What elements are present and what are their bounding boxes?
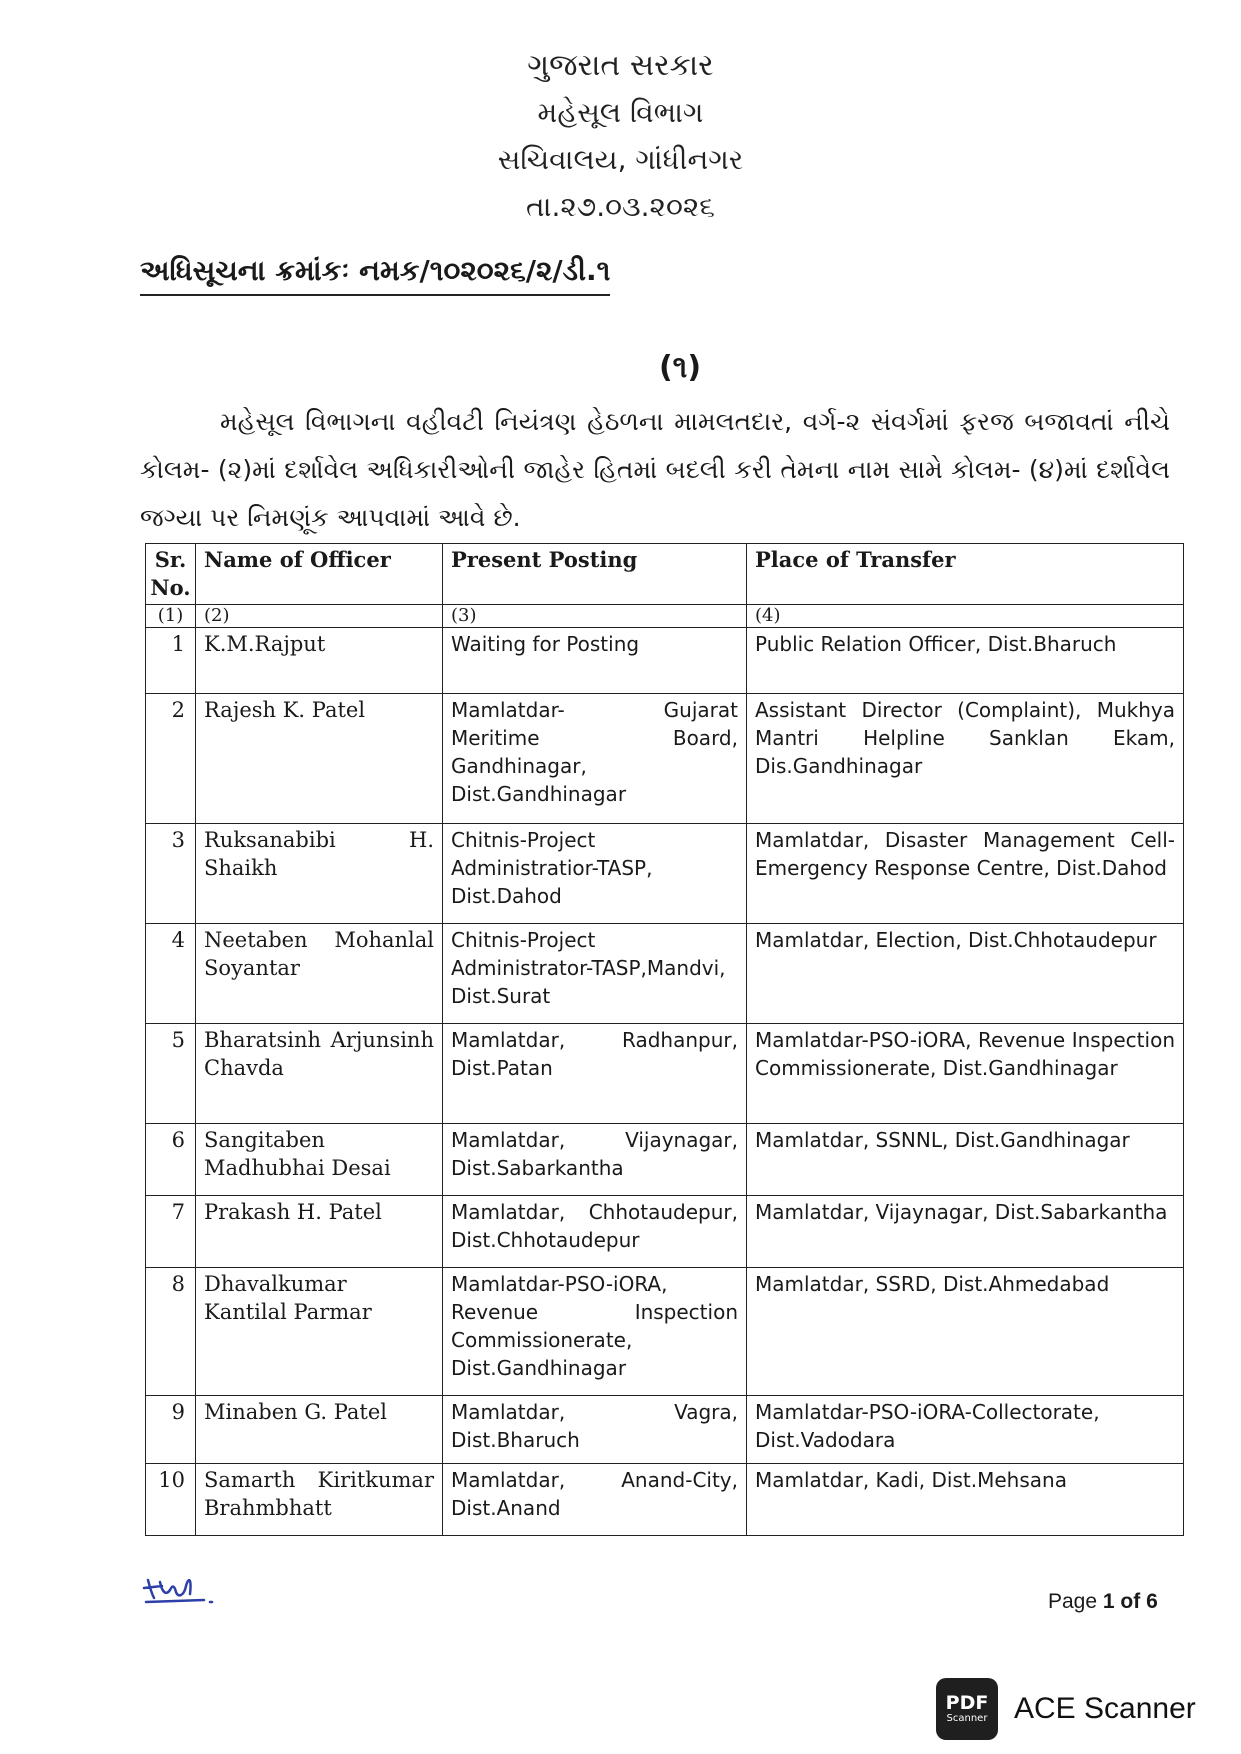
row-place-of-transfer: Mamlatdar, Vijaynagar, Dist.Sabarkantha xyxy=(747,1196,1184,1268)
page-total: 6 xyxy=(1146,1590,1158,1613)
table-row xyxy=(146,694,1184,824)
department-title: મહેસૂલ વિભાગ xyxy=(537,96,704,129)
initials-signature xyxy=(140,1568,230,1608)
office-location: સચિવાલય, ગાંધીનગર xyxy=(497,143,744,176)
row-sr: 6 xyxy=(146,1124,196,1196)
row-officer-name: Bharatsinh Arjunsinh Chavda xyxy=(196,1024,443,1124)
row-place-of-transfer: Mamlatdar-PSO-iORA-Collectorate, Dist.Vadodara xyxy=(747,1396,1184,1464)
row-sr: 4 xyxy=(146,924,196,1024)
row-place-of-transfer: Mamlatdar-PSO-iORA, Revenue Inspection Commissionerate, Dist.Gandhinagar xyxy=(747,1024,1184,1124)
row-place-of-transfer: Mamlatdar, SSRD, Dist.Ahmedabad xyxy=(747,1268,1184,1396)
row-sr: 8 xyxy=(146,1268,196,1396)
order-paragraph-text: મહેસૂલ વિભાગના વહીવટી નિયંત્રણ હેઠળના મામલતદાર, વર્ગ-૨ સંવર્ગમાં ફરજ બજાવતાં નીચે કોલમ- (૨)માં દર્શાવેલ અધિકારીઓની જાહેર હિતમાં બદલી કરી તેમના નામ સામે કોલમ- (૪)માં દર્શાવેલ જગ્યા પર નિમણૂંક આપવામાં આવે છે. xyxy=(140,407,1170,532)
header-sr-no: Sr. No. xyxy=(146,544,196,605)
index-col-2: (2) xyxy=(196,605,443,628)
row-place-of-transfer: Mamlatdar, Disaster Management Cell-Emergency Response Centre, Dist.Dahod xyxy=(747,824,1184,924)
header-name-of-officer: Name of Officer xyxy=(196,544,443,605)
transfer-table xyxy=(145,543,1184,1536)
row-sr: 10 xyxy=(146,1464,196,1536)
row-officer-name: Ruksanabibi H. Shaikh xyxy=(196,824,443,924)
document-date: તા.૨૭.૦૩.૨૦૨૬ xyxy=(526,190,715,223)
row-place-of-transfer: Mamlatdar, SSNNL, Dist.Gandhinagar xyxy=(747,1124,1184,1196)
row-officer-name: Prakash H. Patel xyxy=(196,1196,443,1268)
notification-number: અધિસૂચના ક્રમાંકઃ નમક/૧૦૨૦૨૬/૨/ડી.૧ xyxy=(140,254,610,296)
ace-scanner-watermark xyxy=(936,1678,1196,1740)
row-place-of-transfer: Assistant Director (Complaint), Mukhya Mantri Helpline Sanklan Ekam, Dis.Gandhinagar xyxy=(747,694,1184,824)
row-sr: 5 xyxy=(146,1024,196,1124)
table-row xyxy=(146,1124,1184,1196)
scanner-app-name: ACE Scanner xyxy=(1014,1692,1196,1725)
row-present-posting: Mamlatdar, Radhanpur, Dist.Patan xyxy=(443,1024,747,1124)
row-officer-name: Sangitaben Madhubhai Desai xyxy=(196,1124,443,1196)
table-row xyxy=(146,1464,1184,1536)
header-present-posting: Present Posting xyxy=(443,544,747,605)
row-officer-name: Minaben G. Patel xyxy=(196,1396,443,1464)
table-row xyxy=(146,628,1184,694)
table-header-row xyxy=(146,544,1184,605)
logo-line-1: PDF xyxy=(945,1692,989,1714)
table-index-row xyxy=(146,605,1184,628)
table-row xyxy=(146,1268,1184,1396)
section-number: (૧) xyxy=(658,350,702,385)
table-row xyxy=(146,824,1184,924)
row-officer-name: K.M.Rajput xyxy=(196,628,443,694)
table-row xyxy=(146,1396,1184,1464)
page-number xyxy=(1048,1590,1158,1614)
pdf-scanner-logo-icon xyxy=(936,1678,998,1740)
row-sr: 7 xyxy=(146,1196,196,1268)
page-prefix: Page xyxy=(1048,1590,1098,1613)
row-present-posting: Mamlatdar, Vagra, Dist.Bharuch xyxy=(443,1396,747,1464)
index-col-3: (3) xyxy=(443,605,747,628)
row-present-posting: Chitnis-Project Administratior-TASP, Dist.Dahod xyxy=(443,824,747,924)
row-officer-name: Samarth Kiritkumar Brahmbhatt xyxy=(196,1464,443,1536)
row-present-posting: Chitnis-Project Administrator-TASP,Mandvi, Dist.Surat xyxy=(443,924,747,1024)
table-row xyxy=(146,924,1184,1024)
row-present-posting: Mamlatdar, Anand-City, Dist.Anand xyxy=(443,1464,747,1536)
logo-line-2: Scanner xyxy=(946,1713,988,1724)
government-title: ગુજરાત સરકાર xyxy=(527,48,714,83)
table-row xyxy=(146,1024,1184,1124)
header-place-of-transfer: Place of Transfer xyxy=(747,544,1184,605)
table-row xyxy=(146,1196,1184,1268)
row-present-posting: Mamlatdar- Gujarat Meritime Board, Gandhinagar, Dist.Gandhinagar xyxy=(443,694,747,824)
row-officer-name: Neetaben Mohanlal Soyantar xyxy=(196,924,443,1024)
row-sr: 1 xyxy=(146,628,196,694)
index-col-1: (1) xyxy=(146,605,196,628)
row-officer-name: Rajesh K. Patel xyxy=(196,694,443,824)
row-sr: 9 xyxy=(146,1396,196,1464)
page-separator: of xyxy=(1120,1590,1141,1613)
order-paragraph xyxy=(140,398,1170,542)
row-place-of-transfer: Mamlatdar, Election, Dist.Chhotaudepur xyxy=(747,924,1184,1024)
row-present-posting: Mamlatdar, Chhotaudepur, Dist.Chhotaudepur xyxy=(443,1196,747,1268)
row-officer-name: Dhavalkumar Kantilal Parmar xyxy=(196,1268,443,1396)
row-present-posting: Waiting for Posting xyxy=(443,628,747,694)
row-sr: 3 xyxy=(146,824,196,924)
row-sr: 2 xyxy=(146,694,196,824)
row-present-posting: Mamlatdar-PSO-iORA, Revenue Inspection Commissionerate, Dist.Gandhinagar xyxy=(443,1268,747,1396)
index-col-4: (4) xyxy=(747,605,1184,628)
row-place-of-transfer: Public Relation Officer, Dist.Bharuch xyxy=(747,628,1184,694)
row-present-posting: Mamlatdar, Vijaynagar, Dist.Sabarkantha xyxy=(443,1124,747,1196)
page-current: 1 xyxy=(1102,1590,1115,1613)
row-place-of-transfer: Mamlatdar, Kadi, Dist.Mehsana xyxy=(747,1464,1184,1536)
